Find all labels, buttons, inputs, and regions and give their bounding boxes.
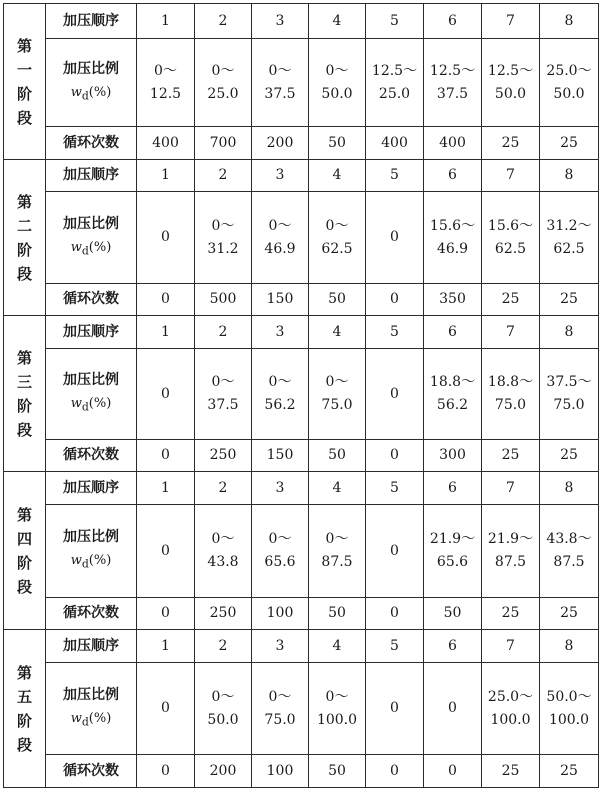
- order-row: [4, 4, 599, 39]
- order-label: 加压顺序: [46, 472, 137, 505]
- ratio-cell-line: 46.9: [436, 240, 469, 257]
- ratio-cell: [366, 39, 424, 127]
- order-cell: 7: [482, 316, 540, 349]
- stage-label-char: 三: [16, 372, 32, 391]
- ratio-symbol: w: [70, 553, 82, 569]
- cycles-cell: 150: [252, 440, 309, 472]
- ratio-label-line2: [46, 392, 136, 419]
- order-cell: 8: [540, 4, 599, 39]
- ratio-cell-line: 100.0: [548, 711, 590, 728]
- ratio-cell: [540, 39, 599, 127]
- ratio-unit: (%): [88, 396, 112, 412]
- ratio-cell: [424, 192, 482, 284]
- cycles-cell: 0: [366, 284, 424, 316]
- order-cell: 6: [424, 4, 482, 39]
- stage-label-char: 段: [16, 420, 32, 439]
- stage-label-char: 阶: [16, 553, 32, 572]
- ratio-label-line2: [46, 707, 136, 734]
- cycles-cell: 25: [540, 598, 599, 630]
- ratio-label: [46, 663, 137, 755]
- stage-label-char: 阶: [16, 396, 32, 415]
- stage-label-char: 阶: [16, 711, 32, 730]
- order-row: [4, 630, 599, 663]
- cycles-cell: 0: [137, 755, 195, 788]
- stage-label-char: 第: [16, 192, 32, 211]
- cycles-cell: 50: [309, 127, 366, 160]
- cycles-cell: 25: [482, 440, 540, 472]
- order-cell: 5: [366, 4, 424, 39]
- cycles-cell: 200: [195, 755, 252, 788]
- order-cell: 6: [424, 316, 482, 349]
- cycles-row: [4, 440, 599, 472]
- cycles-cell: 300: [424, 440, 482, 472]
- stage-label-char: 五: [16, 687, 32, 706]
- ratio-cell-line: 87.5: [494, 554, 527, 570]
- cycles-cell: 100: [252, 755, 309, 788]
- ratio-cell: [424, 663, 482, 755]
- cycles-cell: 400: [424, 127, 482, 160]
- order-cell: 3: [252, 630, 309, 663]
- ratio-cell-line: 0～: [211, 217, 235, 234]
- ratio-cell: [540, 663, 599, 755]
- ratio-cell: [540, 505, 599, 598]
- ratio-cell-line: 50.0: [494, 85, 527, 102]
- ratio-cell: [366, 663, 424, 755]
- ratio-cell-line: 0: [390, 700, 399, 716]
- ratio-cell: [482, 663, 540, 755]
- stage-label-char: 第: [16, 36, 32, 55]
- ratio-cell-line: 18.8～: [429, 374, 476, 390]
- ratio-unit: (%): [88, 239, 112, 255]
- order-cell: 8: [540, 472, 599, 505]
- stage-label: [4, 630, 46, 788]
- ratio-cell-line: 75.0: [553, 397, 585, 413]
- ratio-label-line1: 加压比例: [63, 529, 119, 546]
- ratio-cell-line: 0: [390, 542, 399, 559]
- ratio-label-line1: 加压比例: [63, 686, 119, 703]
- table-container: [3, 3, 599, 788]
- ratio-cell-line: 0: [161, 700, 170, 716]
- ratio-cell-line: 25.0～: [546, 62, 592, 79]
- order-cell: 1: [137, 316, 195, 349]
- order-cell: 2: [195, 160, 252, 192]
- stage-label: [4, 160, 46, 316]
- ratio-cell: [366, 349, 424, 440]
- ratio-cell-line: 37.5: [264, 85, 296, 102]
- ratio-cell-line: 100.0: [316, 711, 358, 728]
- stage-label-char: 段: [16, 108, 32, 127]
- ratio-subscript: d: [81, 557, 89, 571]
- order-cell: 6: [424, 160, 482, 192]
- order-cell: 3: [252, 160, 309, 192]
- ratio-cell: [482, 505, 540, 598]
- ratio-symbol: w: [70, 239, 82, 255]
- order-label: 加压顺序: [46, 316, 137, 349]
- order-cell: 5: [366, 316, 424, 349]
- cycles-cell: 0: [137, 440, 195, 472]
- stage-label-char: 阶: [16, 84, 32, 103]
- order-cell: 4: [309, 4, 366, 39]
- ratio-cell: [137, 192, 195, 284]
- ratio-cell-line: 0～: [154, 62, 177, 79]
- ratio-cell-line: 65.6: [436, 554, 469, 570]
- stage-label-char: 二: [16, 216, 32, 235]
- ratio-cell-line: 50.0: [553, 85, 585, 102]
- cycles-cell: 25: [540, 127, 599, 160]
- ratio-label-line1: 加压比例: [63, 60, 119, 77]
- ratio-cell-line: 62.5: [494, 240, 527, 257]
- ratio-label-line1: 加压比例: [63, 372, 119, 389]
- ratio-symbol: w: [70, 396, 82, 412]
- ratio-cell-line: 0: [448, 700, 457, 716]
- ratio-cell-line: 43.8～: [546, 531, 592, 547]
- ratio-cell-line: 56.2: [436, 397, 469, 413]
- cycles-label: 循环次数: [46, 284, 137, 316]
- ratio-cell-line: 0～: [211, 531, 235, 547]
- ratio-cell: [482, 192, 540, 284]
- order-row: [4, 160, 599, 192]
- ratio-unit: (%): [88, 553, 112, 569]
- ratio-row: [4, 349, 599, 440]
- ratio-cell: [482, 39, 540, 127]
- stage-label: [4, 316, 46, 472]
- cycles-cell: 25: [482, 284, 540, 316]
- cycles-cell: 25: [482, 598, 540, 630]
- ratio-cell-line: 15.6～: [429, 217, 476, 234]
- ratio-cell: [309, 39, 366, 127]
- stage-label-char: 第: [16, 348, 32, 367]
- ratio-row: [4, 192, 599, 284]
- order-cell: 5: [366, 630, 424, 663]
- stage-label: [4, 4, 46, 160]
- stage-label: [4, 472, 46, 630]
- stage-label-char: 一: [16, 60, 32, 79]
- cycles-cell: 350: [424, 284, 482, 316]
- cycles-cell: 250: [195, 440, 252, 472]
- ratio-cell-line: 0～: [325, 374, 349, 390]
- loading-schedule-table: [3, 3, 599, 788]
- ratio-cell-line: 0～: [268, 531, 292, 547]
- order-cell: 3: [252, 472, 309, 505]
- cycles-cell: 150: [252, 284, 309, 316]
- cycles-cell: 400: [366, 127, 424, 160]
- cycles-cell: 50: [309, 440, 366, 472]
- ratio-cell-line: 12.5～: [429, 62, 476, 79]
- ratio-cell-line: 0～: [211, 62, 235, 79]
- cycles-cell: 0: [137, 284, 195, 316]
- ratio-cell: [137, 349, 195, 440]
- ratio-cell-line: 75.0: [264, 711, 296, 728]
- ratio-cell-line: 0: [161, 229, 170, 245]
- ratio-cell: [137, 39, 195, 127]
- order-cell: 4: [309, 160, 366, 192]
- order-row: [4, 472, 599, 505]
- ratio-cell-line: 37.5～: [546, 374, 592, 390]
- ratio-cell-line: 0～: [268, 374, 292, 390]
- order-cell: 3: [252, 4, 309, 39]
- stage-label-char: 段: [16, 577, 32, 596]
- cycles-cell: 0: [366, 440, 424, 472]
- ratio-cell: [195, 192, 252, 284]
- table-body: [4, 4, 599, 788]
- order-cell: 4: [309, 630, 366, 663]
- order-cell: 2: [195, 472, 252, 505]
- ratio-cell-line: 15.6～: [487, 217, 534, 234]
- ratio-cell-line: 87.5: [553, 554, 585, 570]
- cycles-cell: 50: [309, 284, 366, 316]
- ratio-label-line2: [46, 549, 136, 576]
- ratio-cell-line: 46.9: [264, 240, 296, 257]
- ratio-label-line2: [46, 81, 136, 108]
- ratio-cell-line: 31.2～: [546, 217, 592, 234]
- order-cell: 5: [366, 160, 424, 192]
- ratio-cell-line: 62.5: [553, 240, 585, 257]
- order-cell: 8: [540, 316, 599, 349]
- ratio-cell-line: 21.9～: [487, 531, 534, 547]
- ratio-cell-line: 21.9～: [429, 531, 476, 547]
- ratio-cell-line: 18.8～: [487, 374, 534, 390]
- ratio-cell: [252, 192, 309, 284]
- order-cell: 7: [482, 4, 540, 39]
- ratio-cell-line: 25.0: [378, 85, 411, 102]
- ratio-symbol: w: [70, 710, 82, 726]
- ratio-cell: [252, 39, 309, 127]
- cycles-cell: 0: [137, 598, 195, 630]
- ratio-cell-line: 56.2: [264, 397, 296, 413]
- ratio-cell-line: 12.5～: [487, 62, 534, 79]
- order-cell: 7: [482, 630, 540, 663]
- ratio-cell-line: 50.0～: [546, 688, 592, 705]
- cycles-label: 循环次数: [46, 755, 137, 788]
- stage-label-char: 四: [16, 529, 32, 548]
- ratio-cell-line: 75.0: [321, 397, 353, 413]
- ratio-cell: [424, 505, 482, 598]
- ratio-cell: [424, 39, 482, 127]
- ratio-cell-line: 0～: [211, 688, 235, 705]
- ratio-cell: [252, 505, 309, 598]
- ratio-cell-line: 31.2: [207, 240, 239, 257]
- order-label: 加压顺序: [46, 630, 137, 663]
- cycles-cell: 25: [482, 127, 540, 160]
- ratio-cell-line: 25.0～: [487, 688, 534, 705]
- ratio-cell: [252, 349, 309, 440]
- ratio-row: [4, 39, 599, 127]
- order-cell: 4: [309, 316, 366, 349]
- cycles-cell: 0: [424, 755, 482, 788]
- ratio-cell: [137, 663, 195, 755]
- cycles-cell: 50: [309, 755, 366, 788]
- ratio-label-line2: [46, 236, 136, 263]
- ratio-cell: [540, 349, 599, 440]
- ratio-cell-line: 0～: [325, 217, 349, 234]
- ratio-cell: [424, 349, 482, 440]
- cycles-row: [4, 598, 599, 630]
- ratio-cell-line: 37.5: [436, 85, 469, 102]
- order-label: 加压顺序: [46, 160, 137, 192]
- ratio-subscript: d: [81, 400, 89, 414]
- ratio-cell-line: 0～: [268, 62, 292, 79]
- order-cell: 1: [137, 630, 195, 663]
- ratio-cell-line: 0～: [325, 62, 349, 79]
- ratio-cell: [195, 663, 252, 755]
- ratio-cell: [366, 505, 424, 598]
- ratio-cell: [309, 663, 366, 755]
- order-cell: 6: [424, 472, 482, 505]
- ratio-cell-line: 37.5: [207, 397, 239, 413]
- order-cell: 1: [137, 160, 195, 192]
- ratio-cell-line: 0～: [325, 531, 349, 547]
- ratio-row: [4, 505, 599, 598]
- ratio-cell-line: 62.5: [321, 240, 353, 257]
- ratio-symbol: w: [70, 84, 82, 100]
- ratio-label: [46, 192, 137, 284]
- ratio-cell: [195, 349, 252, 440]
- order-cell: 5: [366, 472, 424, 505]
- ratio-cell-line: 0: [161, 385, 170, 402]
- ratio-cell-line: 87.5: [321, 554, 353, 570]
- ratio-cell-line: 0～: [211, 374, 235, 390]
- ratio-cell: [366, 192, 424, 284]
- ratio-cell-line: 0: [161, 542, 170, 559]
- ratio-label: [46, 39, 137, 127]
- ratio-cell: [482, 349, 540, 440]
- order-label: 加压顺序: [46, 4, 137, 39]
- ratio-row: [4, 663, 599, 755]
- ratio-cell-line: 0: [390, 385, 399, 402]
- ratio-cell: [252, 663, 309, 755]
- cycles-cell: 250: [195, 598, 252, 630]
- ratio-label: [46, 505, 137, 598]
- stage-label-char: 阶: [16, 240, 32, 259]
- ratio-unit: (%): [88, 84, 112, 100]
- order-cell: 4: [309, 472, 366, 505]
- ratio-cell-line: 0～: [268, 217, 292, 234]
- order-cell: 1: [137, 472, 195, 505]
- ratio-cell-line: 0～: [325, 688, 349, 705]
- cycles-label: 循环次数: [46, 127, 137, 160]
- ratio-cell-line: 12.5: [149, 85, 182, 102]
- cycles-cell: 400: [137, 127, 195, 160]
- cycles-row: [4, 127, 599, 160]
- order-row: [4, 316, 599, 349]
- order-cell: 6: [424, 630, 482, 663]
- ratio-label-line1: 加压比例: [63, 215, 119, 232]
- cycles-cell: 50: [309, 598, 366, 630]
- order-cell: 2: [195, 630, 252, 663]
- order-cell: 8: [540, 160, 599, 192]
- order-cell: 3: [252, 316, 309, 349]
- ratio-cell: [309, 505, 366, 598]
- ratio-cell: [195, 505, 252, 598]
- ratio-cell-line: 100.0: [490, 711, 531, 728]
- ratio-label: [46, 349, 137, 440]
- cycles-row: [4, 755, 599, 788]
- cycles-cell: 100: [252, 598, 309, 630]
- stage-label-char: 段: [16, 735, 32, 754]
- order-cell: 2: [195, 316, 252, 349]
- order-cell: 8: [540, 630, 599, 663]
- ratio-cell-line: 50.0: [321, 85, 353, 102]
- order-cell: 1: [137, 4, 195, 39]
- ratio-subscript: d: [81, 715, 89, 729]
- cycles-cell: 25: [482, 755, 540, 788]
- ratio-cell-line: 0～: [268, 688, 292, 705]
- stage-label-char: 第: [16, 663, 32, 682]
- cycles-label: 循环次数: [46, 598, 137, 630]
- ratio-cell-line: 12.5～: [371, 62, 418, 79]
- cycles-cell: 0: [366, 598, 424, 630]
- ratio-subscript: d: [81, 244, 89, 258]
- cycles-cell: 700: [195, 127, 252, 160]
- cycles-cell: 25: [540, 440, 599, 472]
- stage-label-char: 第: [16, 505, 32, 524]
- ratio-cell-line: 50.0: [207, 711, 239, 728]
- cycles-cell: 50: [424, 598, 482, 630]
- ratio-cell-line: 25.0: [207, 85, 239, 102]
- ratio-cell: [195, 39, 252, 127]
- ratio-cell: [540, 192, 599, 284]
- cycles-cell: 200: [252, 127, 309, 160]
- ratio-cell: [137, 505, 195, 598]
- cycles-cell: 25: [540, 284, 599, 316]
- ratio-cell-line: 65.6: [264, 554, 296, 570]
- ratio-cell-line: 0: [390, 229, 399, 245]
- order-cell: 2: [195, 4, 252, 39]
- order-cell: 7: [482, 472, 540, 505]
- ratio-cell: [309, 349, 366, 440]
- cycles-row: [4, 284, 599, 316]
- cycles-label: 循环次数: [46, 440, 137, 472]
- ratio-subscript: d: [81, 89, 89, 103]
- ratio-cell: [309, 192, 366, 284]
- ratio-cell-line: 43.8: [207, 554, 239, 570]
- ratio-unit: (%): [88, 710, 112, 726]
- cycles-cell: 25: [540, 755, 599, 788]
- cycles-cell: 500: [195, 284, 252, 316]
- cycles-cell: 0: [366, 755, 424, 788]
- order-cell: 7: [482, 160, 540, 192]
- stage-label-char: 段: [16, 264, 32, 283]
- ratio-cell-line: 75.0: [494, 397, 527, 413]
